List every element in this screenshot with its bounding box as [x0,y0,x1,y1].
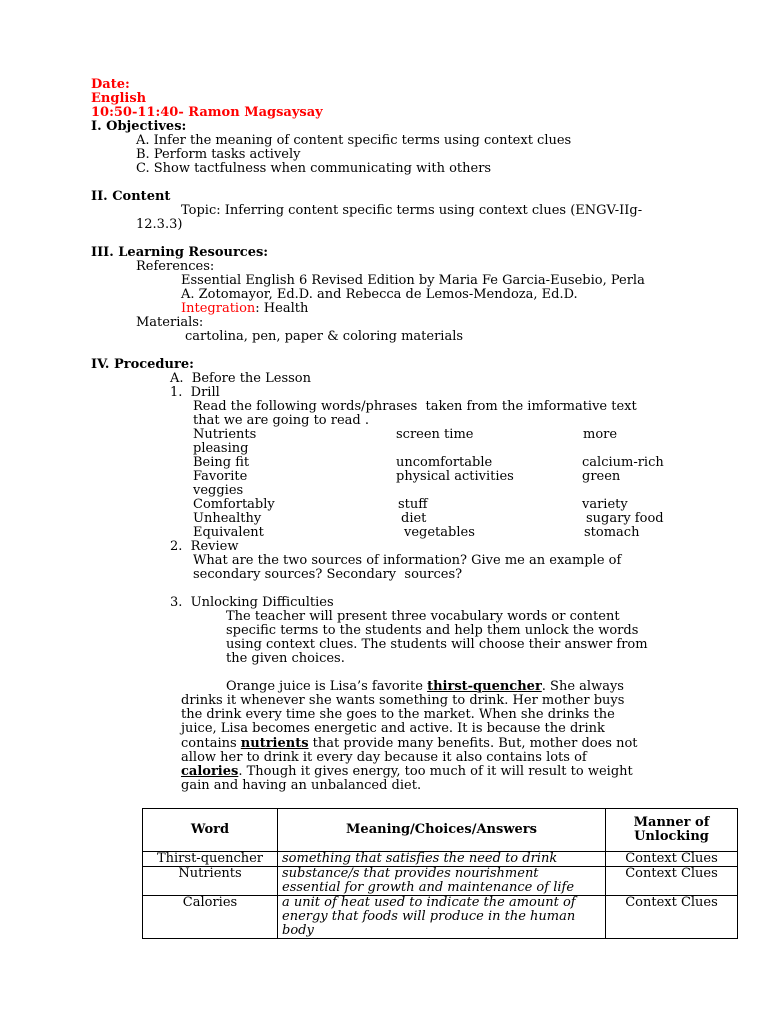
review-line: secondary sources? Secondary sources? [193,567,463,582]
drill-word: calcium-rich [582,455,664,470]
drill-word: Favorite [193,469,248,484]
drill-word: physical activities [396,469,514,484]
unlocking-line: using context clues. The students will choose their answer from [226,637,648,652]
drill-word: Being fit [193,455,250,470]
table-row [143,852,738,867]
vocab-thirst-quencher: thirst-quencher [427,679,542,694]
manner-cell: Context Clues [606,896,738,939]
story-text: . Though it gives energy, too much of it will result to weight [238,764,633,779]
drill-word: stuff [398,497,428,512]
drill-word: uncomfortable [396,455,493,470]
objective-item: A. Infer the meaning of content specific terms using context clues [136,133,572,148]
procedure-heading: IV. Procedure: [91,357,194,372]
topic-line: Topic: Inferring content specific terms using context clues (ENGV-IIg- [181,203,643,218]
objective-item: B. Perform tasks actively [136,147,301,162]
review-label: 2. Review [170,539,239,554]
drill-word: sugary food [586,511,664,526]
story-text: contains [181,736,241,751]
drill-word: variety [582,497,628,512]
drill-word: diet [401,511,427,526]
manner-cell: Context Clues [606,867,738,896]
drill-word: more [583,427,618,442]
unlocking-label: 3. Unlocking Difficulties [170,595,334,610]
unlocking-line: the given choices. [226,651,345,666]
materials-value: cartolina, pen, paper & coloring materials [185,329,464,344]
story-text: that provide many benefits. But, mother does not [308,736,638,751]
drill-word: vegetables [404,525,475,540]
drill-word: Comfortably [193,497,275,512]
drill-instruction: that we are going to read . [193,413,370,428]
story-line [226,680,624,694]
vocab-nutrients: nutrients [240,736,309,751]
drill-word: pleasing [193,441,249,456]
drill-word: stomach [584,525,640,540]
story-line: juice, Lisa becomes energetic and active. It is because the drink [181,721,605,736]
drill-word: green [582,469,621,484]
table-row [143,867,738,896]
integration-line [181,302,308,316]
materials-label: Materials: [136,315,204,330]
vocab-calories: calories [181,764,239,779]
manner-cell: Context Clues [606,852,738,867]
drill-word: Equivalent [193,525,264,540]
story-text: Orange juice is Lisa’s favorite [226,679,428,694]
story-line: drinks it whenever she wants something to drink. Her mother buys [181,693,625,708]
word-cell: Nutrients [143,867,278,896]
meaning-cell: something that satisfies the need to drink [278,852,606,867]
meaning-cell: a unit of heat used to indicate the amount of energy that foods will produce in the human body [278,896,606,939]
drill-label: 1. Drill [170,385,220,400]
reference-line: A. Zotomayor, Ed.D. and Rebecca de Lemos-Mendoza, Ed.D. [181,287,578,302]
drill-word: screen time [396,427,474,442]
objectives-heading: I. Objectives: [91,119,187,134]
story-line [181,765,633,779]
meaning-cell: substance/s that provides nourishment essential for growth and maintenance of life [278,867,606,896]
drill-instruction: Read the following words/phrases taken from the imformative text [193,399,637,414]
references-label: References: [136,259,215,274]
before-lesson-label: A. Before the Lesson [170,371,312,386]
column-header-manner: Manner of Unlocking [606,809,738,852]
objective-item: C. Show tactfulness when communicating with others [136,161,492,176]
table-header-row [143,809,738,852]
column-header-word: Word [143,809,278,852]
vocabulary-table [142,808,738,939]
column-header-meaning: Meaning/Choices/Answers [278,809,606,852]
integration-label: Integration [181,301,256,316]
story-line: gain and having an unbalanced diet. [181,778,422,793]
topic-line: 12.3.3) [136,217,183,232]
word-cell: Thirst-quencher [143,852,278,867]
unlocking-line: specific terms to the students and help them unlock the words [226,623,639,638]
subject-title: English [91,91,147,106]
reference-line: Essential English 6 Revised Edition by Maria Fe Garcia-Eusebio, Perla [181,273,645,288]
story-line: allow her to drink it every day because it also contains lots of [181,750,587,765]
date-label: Date: [91,77,130,92]
drill-word: veggies [193,483,244,498]
table-row [143,896,738,939]
drill-word: Nutrients [193,427,257,442]
word-cell: Calories [143,896,278,939]
integration-value: : Health [255,301,309,316]
drill-word: Unhealthy [193,511,262,526]
story-text: . She always [541,679,624,694]
resources-heading: III. Learning Resources: [91,245,269,260]
unlocking-line: The teacher will present three vocabulary words or content [226,609,620,624]
review-line: What are the two sources of information? Give me an example of [193,553,622,568]
schedule-line: 10:50-11:40- Ramon Magsaysay [91,105,323,120]
story-line [181,737,638,751]
story-line: the drink every time she goes to the market. When she drinks the [181,707,615,722]
content-heading: II. Content [91,189,171,204]
